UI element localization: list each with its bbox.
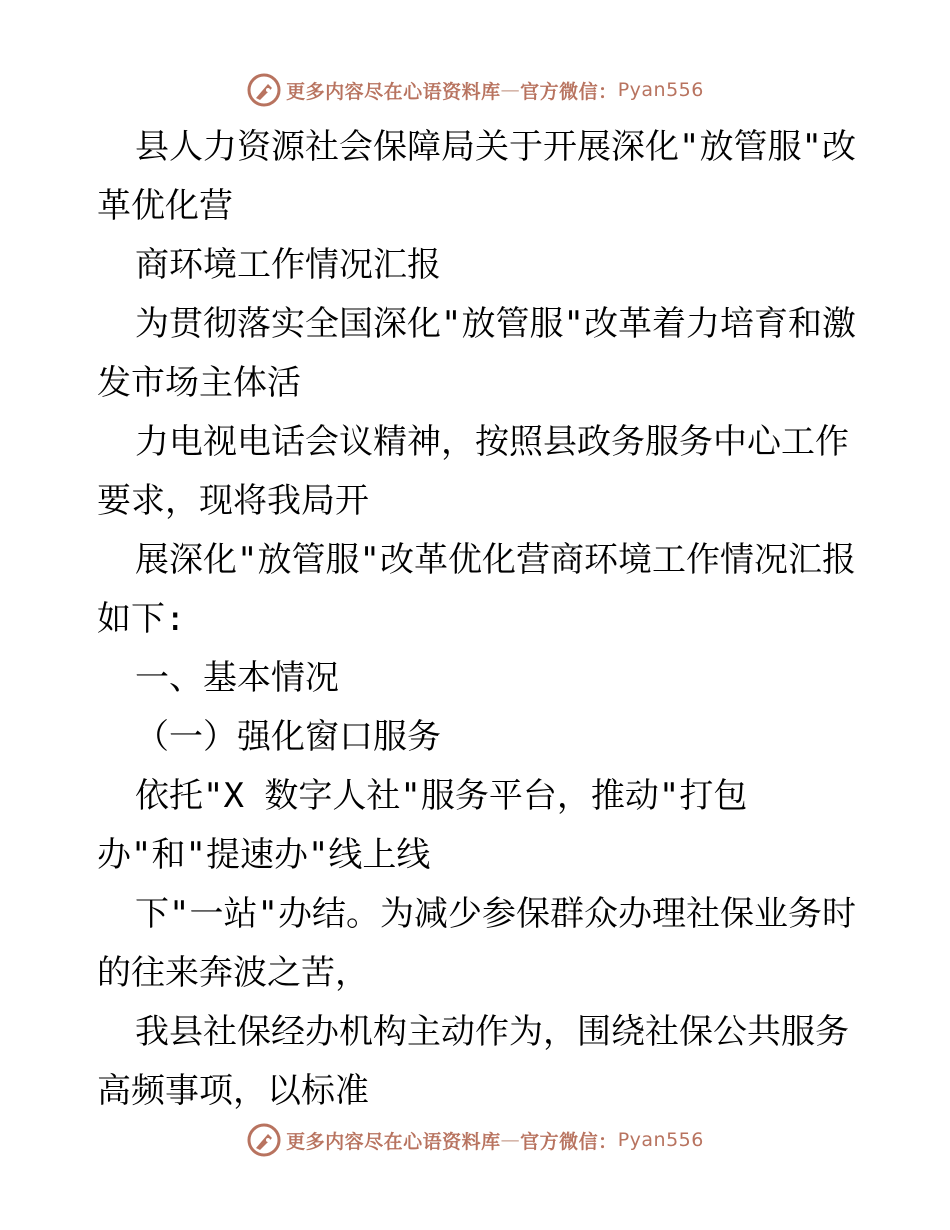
footer-watermark: [0, 1120, 950, 1160]
document-body: [97, 118, 857, 1121]
document-line: 要求，现将我局开: [97, 481, 369, 521]
document-line: 下"一站"办结。为减少参保群众办理社保业务时: [135, 894, 856, 934]
watermark-wechat-label: 官方微信：: [520, 80, 618, 103]
document-line: 高频事项，以标准: [97, 1071, 369, 1111]
header-watermark: [0, 70, 950, 110]
fountain-pen-nib-icon: [246, 72, 282, 108]
document-line: 县人力资源社会保障局关于开展深化"放管服"改: [135, 127, 856, 167]
document-line: 依托"X 数字人社"服务平台，推动"打包: [135, 776, 748, 816]
watermark-wechat-id: Pyan556: [617, 1129, 704, 1151]
document-line: 的往来奔波之苦，: [97, 953, 369, 993]
document-line: 我县社保经办机构主动作为，围绕社保公共服务: [135, 1012, 849, 1052]
watermark-text: 更多内容尽在心语资料库: [286, 1130, 501, 1153]
document-line: （一）强化窗口服务: [135, 717, 441, 757]
document-line: 发市场主体活: [97, 363, 301, 403]
document-line: 革优化营: [97, 186, 233, 226]
document-line: 一、基本情况: [135, 658, 339, 698]
watermark-text: 更多内容尽在心语资料库: [286, 80, 501, 103]
document-line: 商环境工作情况汇报: [135, 245, 441, 285]
document-line: 为贯彻落实全国深化"放管服"改革着力培育和激: [135, 304, 856, 344]
document-line: 力电视电话会议精神，按照县政务服务中心工作: [135, 422, 849, 462]
document-line: 展深化"放管服"改革优化营商环境工作情况汇报: [135, 540, 856, 580]
watermark-wechat-label: 官方微信：: [520, 1130, 618, 1153]
watermark-wechat-id: Pyan556: [617, 79, 704, 101]
document-line: 办"和"提速办"线上线: [97, 835, 431, 875]
watermark-separator: —: [500, 1129, 521, 1151]
fountain-pen-nib-icon: [246, 1122, 282, 1158]
document-line: 如下:: [97, 599, 186, 639]
watermark-separator: —: [500, 79, 521, 101]
